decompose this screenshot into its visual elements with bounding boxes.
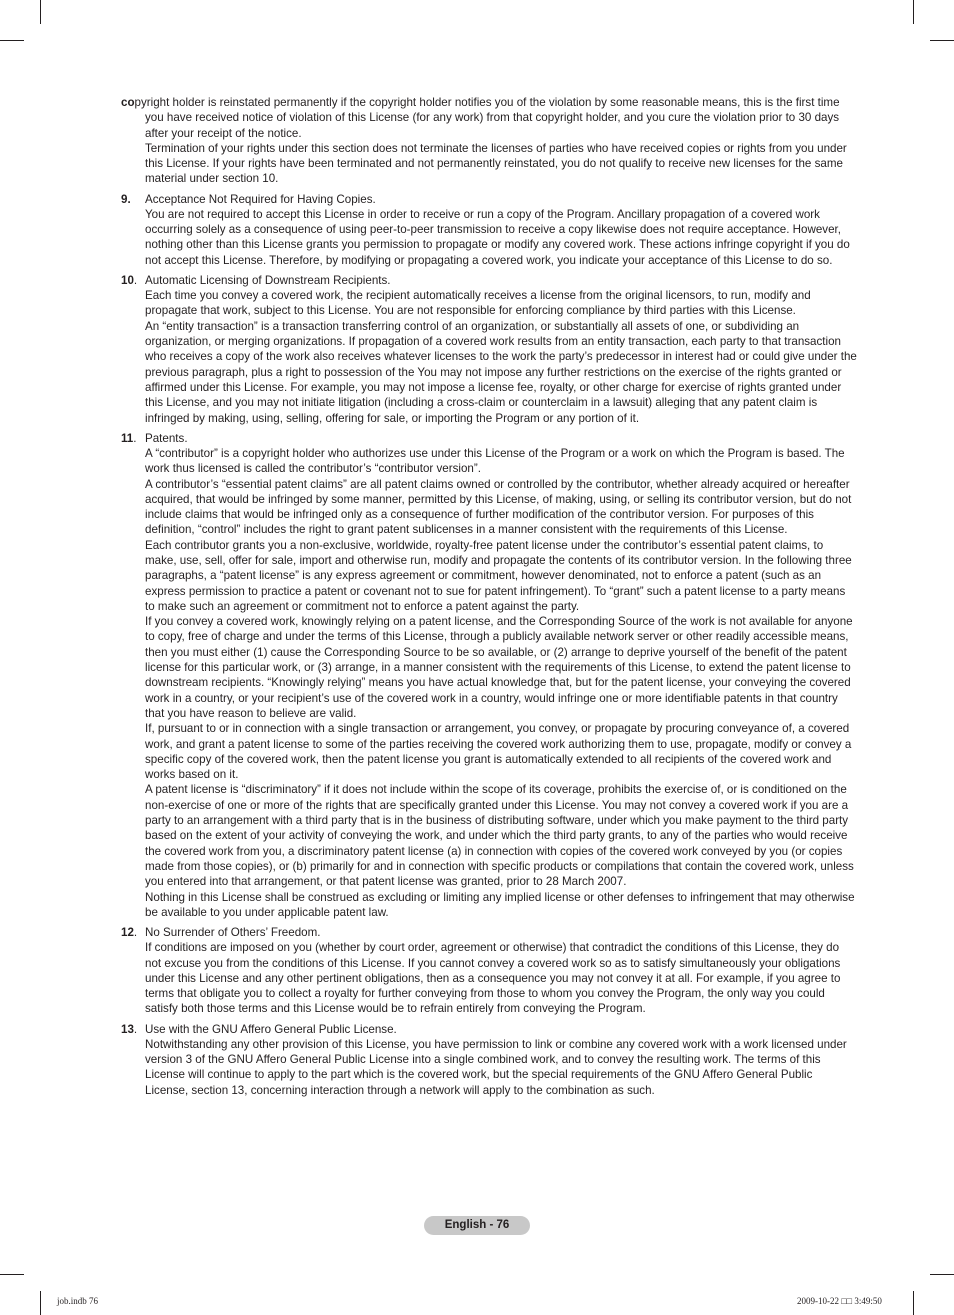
intro-paragraph	[121, 95, 857, 141]
footer-file-label: job.indb 76	[57, 1296, 99, 1306]
section-number: 9.	[121, 192, 131, 206]
section-paragraph: A contributor’s “essential patent claims” are all patent claims owned or controlled by the contributor, whether already acquired or hereafter acquired, that would be infringed by some manner, permitted by this License, of making, using, or selling its contributor version, but do not include claims that would be infringed only as a consequence of further modification of the contributor version. For purposes of this definition, “control” includes the right to grant patent sublicenses in a manner consistent with the requirements of this License.	[145, 477, 852, 537]
crop-mark	[913, 0, 914, 24]
section-number: 11.	[121, 431, 137, 445]
section-title: Patents.	[145, 431, 188, 445]
section-paragraph: A patent license is “discriminatory” if it does not include within the scope of its coverage, prohibits the exercise of, or is conditioned on the non-exercise of one or more of the rights that are specifically granted under this License. You may not convey a covered work if you are a party to an arrangement with a third party that is in the business of distributing software, under which you make payment to the third party based on the extent of your activity of conveying the work, and under which the third party grants, to any of the parties who would receive the covered work from you, a discriminatory patent license (a) in connection with copies of the covered work conveyed by you (or copies made from those copies), or (b) primarily for and in connection with specific products or compilations that contain the covered work, unless you entered into that arrangement, or that patent license was granted, prior to 28 March 2007.	[145, 783, 854, 889]
section-number-value: 12	[121, 925, 134, 939]
section-paragraph: An “entity transaction” is a transaction transferring control of an organization, or substantially all assets of one, or subdividing an organization, or merging organizations. If propagation of a covered work results from an entity transaction, each party to that transaction who receives a copy of the work also receives whatever licenses to the work the party’s predecessor in interest had or could give under the previous paragraph, plus a right to possession of the You may not impose any further restrictions on the exercise of the rights granted or affirmed under this License. For example, you may not impose a license fee, royalty, or other charge for exercise of rights granted under this License, and you may not initiate litigation (including a cross-claim or counterclaim in a lawsuit) alleging that any patent claim is infringed by making, using, selling, offering for sale, or importing the Program or any portion of it.	[145, 319, 857, 425]
page-number-badge: English - 76	[424, 1216, 530, 1235]
section-paragraph: If conditions are imposed on you (whether by court order, agreement or otherwise) that contradict the conditions of this License, they do not excuse you from the conditions of this License. If you cannot convey a covered work so as to satisfy simultaneously your obligations under this License and any other pertinent obligations, then as a consequence you may not convey it at all. For example, if you agree to terms that obligate you to collect a royalty for further conveying from those to whom you convey the Program, the only way you could satisfy both those terms and this License would be to refrain entirely from conveying the Program.	[145, 941, 841, 1016]
section-paragraph: Each contributor grants you a non-exclusive, worldwide, royalty-free patent license under the contributor’s essential patent claims, to make, use, sell, offer for sale, import and otherwise run, modify and propagate the contents of its contributor version. In the following three paragraphs, a “patent license” is any express agreement or commitment, however denominated, not to enforce a patent (such as an express permission to practice a patent or covenant not to sue for patent infringement). To “grant” such a patent license to a party means to make such an agreement or commitment not to enforce a patent against the party.	[145, 538, 852, 613]
crop-mark	[0, 40, 24, 41]
section-number-value: 13	[121, 1022, 134, 1036]
section-paragraph: If you convey a covered work, knowingly relying on a patent license, and the Corresponding Source of the work is not available for anyone to copy, free of charge and under the terms of this License, through a publicly available network server or other readily accessible means, then you must either (1) cause the Corresponding Source to be so available, or (2) arrange to deprive yourself of the benefit of the patent license for this particular work, or (3) arrange, in a manner consistent with the requirements of this License, to extend the patent license to downstream recipients. “Knowingly relying” means you have actual knowledge that, but for the patent license, your conveying the covered work in a country, or your recipient’s use of the covered work in a country, would infringe one or more identifiable patents in that country that you have reason to believe are valid.	[145, 615, 853, 720]
crop-mark	[913, 1291, 914, 1315]
section-11	[121, 431, 857, 921]
section-paragraph: If, pursuant to or in connection with a single transaction or arrangement, you convey, or propagate by procuring conveyance of, a covered work, and grant a patent license to some of the parties receiving the covered work authorizing them to use, propagate, modify or convey a specific copy of the covered work, then the patent license you grant is automatically extended to all recipients of the covered work and works based on it.	[145, 722, 852, 782]
section-number-value: 10	[121, 273, 134, 287]
license-text	[121, 95, 857, 1098]
section-9	[121, 192, 857, 268]
section-paragraph: Each time you convey a covered work, the recipient automatically receives a license from the original licensors, to run, modify and propagate that work, subject to this License. You are not responsible for enforcing compliance by third parties with this License.	[145, 289, 811, 318]
crop-mark	[930, 1274, 954, 1275]
footer-timestamp: 2009-10-22 □□ 3:49:50	[797, 1296, 882, 1306]
section-number: 13.	[121, 1022, 138, 1036]
section-13	[121, 1022, 857, 1098]
intro-text: pyright holder is reinstated permanently if the copyright holder notifies you of the violation by some reasonable means, this is the first time you have received notice of violation of this License (for any work) from that copyright holder, and you cure the violation prior to 30 days after your receipt of the notice.	[134, 96, 840, 140]
crop-mark	[0, 1274, 24, 1275]
section-number: 10.	[121, 273, 138, 287]
section-number: 12.	[121, 925, 138, 939]
crop-mark	[40, 1291, 41, 1315]
section-10	[121, 273, 857, 426]
crop-mark	[930, 40, 954, 41]
section-title: Acceptance Not Required for Having Copies.	[145, 192, 376, 206]
section-12	[121, 925, 857, 1017]
intro-bold-start: co	[121, 96, 135, 109]
section-paragraph: A “contributor” is a copyright holder who authorizes use under this License of the Program or a work on which the Program is based. The work thus licensed is called the contributor’s “contributor version”.	[145, 446, 845, 476]
intro-paragraph-2: Termination of your rights under this section does not terminate the licenses of parties who have received copies or rights from you under this License. If your rights have been terminated and not permanently reinstated, you do not qualify to receive new licenses for the same material under section 10.	[145, 141, 847, 186]
crop-mark	[40, 0, 41, 24]
section-title: No Surrender of Others’ Freedom.	[145, 925, 321, 939]
section-title: Use with the GNU Affero General Public License.	[145, 1022, 397, 1036]
section-paragraph: Nothing in this License shall be construed as excluding or limiting any implied license or other defenses to infringement that may otherwise be available to you under applicable patent law.	[145, 890, 855, 919]
section-number-value: 11	[121, 431, 134, 445]
section-paragraph: You are not required to accept this License in order to receive or run a copy of the Program. Ancillary propagation of a covered work occurring solely as a consequence of using peer-to-peer transmission to receive a copy likewise does not require acceptance. However, nothing other than this License grants you permission to propagate or modify any covered work. These actions infringe copyright if you do not accept this License. Therefore, by modifying or propagating a covered work, you indicate your acceptance of this License to do so.	[145, 207, 850, 267]
section-title: Automatic Licensing of Downstream Recipients.	[145, 273, 391, 287]
section-paragraph: Notwithstanding any other provision of this License, you have permission to link or combine any covered work with a work licensed under version 3 of the GNU Affero General Public License into a single combined work, and to convey the resulting work. The terms of this License will continue to apply to the part which is the covered work, but the special requirements of the GNU Affero General Public License, section 13, concerning interaction through a network will apply to the combination as such.	[145, 1037, 847, 1097]
